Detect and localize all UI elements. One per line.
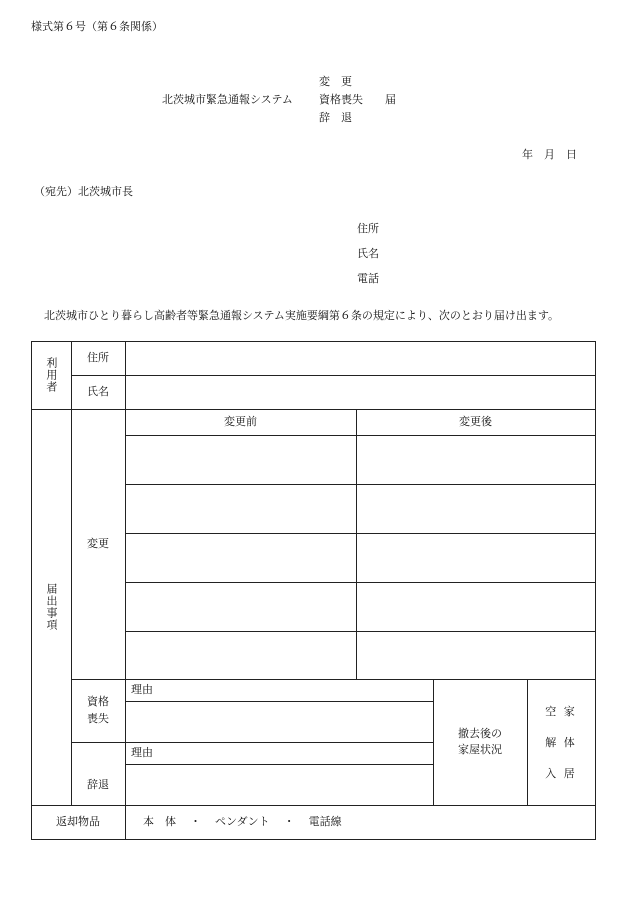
before-field-1[interactable]: [126, 436, 356, 484]
house-option-vacant[interactable]: 空 家: [545, 705, 577, 719]
user-section-label: [31, 341, 71, 409]
form-title-prefix: 北茨城市緊急通報システム: [162, 93, 293, 106]
house-status-label: [433, 679, 527, 805]
statement-text: 北茨城市ひとり暮らし高齢者等緊急通報システム実施要綱第６条の規定により、次のとおり届け出ます。: [44, 309, 560, 322]
user-name-label: 氏名: [87, 385, 109, 399]
title-option-loss: 資格喪失: [319, 93, 363, 106]
before-field-5[interactable]: [126, 632, 356, 679]
house-option-occupy[interactable]: 入 居: [545, 767, 577, 781]
after-field-4[interactable]: [357, 583, 595, 631]
form-number: 様式第６号（第６条関係）: [31, 20, 163, 33]
loss-label: [71, 679, 125, 742]
loss-reason-label: 理由: [131, 683, 153, 697]
title-option-withdraw: 辞 退: [319, 111, 352, 124]
withdraw-reason-field[interactable]: [126, 765, 433, 805]
withdraw-label: 辞退: [87, 777, 109, 791]
separator-dot-1: ・: [190, 815, 201, 829]
separator-dot-2: ・: [283, 815, 295, 829]
return-item-pendant[interactable]: ペンダント: [215, 815, 270, 829]
after-field-3[interactable]: [357, 534, 595, 582]
before-header: 変更前: [224, 415, 257, 429]
before-field-4[interactable]: [126, 583, 356, 631]
before-field-3[interactable]: [126, 534, 356, 582]
return-item-body[interactable]: 本 体: [143, 815, 176, 829]
date-line: 年 月 日: [522, 148, 577, 161]
return-items-label: 返却物品: [56, 815, 100, 829]
after-field-1[interactable]: [357, 436, 595, 484]
title-option-change: 変 更: [319, 75, 352, 88]
after-header: 変更後: [459, 415, 492, 429]
user-address-field[interactable]: [126, 342, 595, 375]
house-status-text: 撤去後の家屋状況: [458, 726, 502, 756]
return-items-list: [125, 805, 595, 839]
before-field-2[interactable]: [126, 485, 356, 533]
withdraw-reason-label: 理由: [131, 746, 153, 760]
return-item-phone-cord[interactable]: 電話線: [308, 815, 342, 829]
after-field-5[interactable]: [357, 632, 595, 679]
user-name-field[interactable]: [126, 376, 595, 409]
change-label: 変更: [87, 537, 109, 551]
applicant-name-label: 氏名: [357, 247, 379, 260]
house-option-demolish[interactable]: 解 体: [545, 736, 577, 750]
loss-reason-field[interactable]: [126, 702, 433, 742]
after-field-2[interactable]: [357, 485, 595, 533]
addressee: （宛先）北茨城市長: [34, 185, 133, 198]
loss-label-text: 資格喪失: [87, 695, 109, 725]
applicant-address-label: 住所: [357, 222, 379, 235]
user-address-label: 住所: [87, 351, 109, 365]
notify-section-label: [31, 409, 71, 805]
form-title-suffix: 届: [385, 93, 396, 106]
applicant-phone-label: 電話: [357, 272, 379, 285]
notify-section-text: 届出事項: [44, 583, 58, 631]
user-section-text: 利用者: [44, 357, 58, 393]
